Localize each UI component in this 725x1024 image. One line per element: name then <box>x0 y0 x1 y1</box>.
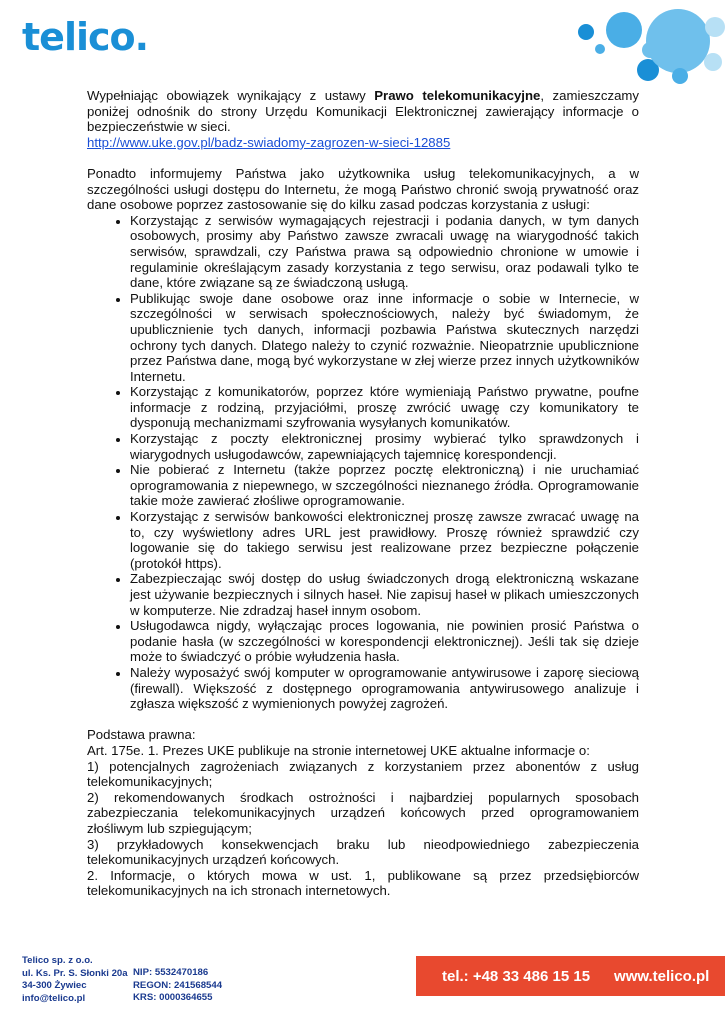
list-item: • Korzystając z komunikatorów, poprzez które wymieniają Państwo prywatne, poufne informacje z rodziną, przyjaciółmi, proszę zwrócić uwagę czy komunikatory te dysponują mechanizmami szyfrowania wysyłanych komunikatów. <box>130 384 639 431</box>
bubble <box>704 53 722 71</box>
decorative-bubbles <box>565 0 725 95</box>
bubble <box>578 24 594 40</box>
bubble <box>646 9 710 73</box>
legal-point: 3) przykładowych konsekwencjach braku lub nieodpowiedniego zabezpieczenia telekomunikacyjnych urządzeń końcowych. <box>87 836 639 868</box>
email: info@telico.pl <box>22 992 86 1004</box>
legal-point: 1) potencjalnych zagrożeniach związanych z korzystaniem przez abonentów z usług telekomunikacyjnych; <box>87 758 639 790</box>
phone-number: tel.: +48 33 486 15 15 <box>442 967 591 985</box>
uke-link[interactable]: http://www.uke.gov.pl/badz-swiadomy-zagrozen-w-sieci-12885 <box>87 134 451 150</box>
list-item: • Należy wyposażyć swój komputer w oprogramowanie antywirusowe i zaporę sieciową (firewall). Większość z dostępnego oprogramowania antywirusowego analizuje i zgłasza większość z wymienionych powyżej zagrożeń. <box>130 665 639 712</box>
company-name: Telico sp. z o.o. <box>22 955 93 966</box>
krs: KRS: 0000364655 <box>133 992 213 1003</box>
street: ul. Ks. Pr. S. Słonki 20a <box>22 967 128 979</box>
bubble <box>672 68 688 84</box>
nip: NIP: 5532470186 <box>133 967 209 978</box>
city: 34-300 Żywiec <box>22 980 87 991</box>
regon: REGON: 241568544 <box>133 979 223 991</box>
list-item: • Usługodawca nigdy, wyłączając proces logowania, nie powinien prosić Państwa o podanie hasła (w szczególności w korespondencji elektronicznej). Jeśli tak się dzieje może to świadczyć o próbie wyłudzenia hasła. <box>130 618 639 665</box>
intro-paragraph: Wypełniając obowiązek wynikający z ustawy Prawo telekomunikacyjne, zamieszczamy poniżej odnośnik do strony Urzędu Komunikacji Elektronicznej zawierający informacje o bezpieczeństwie w sieci. <box>87 88 640 135</box>
list-item: • Korzystając z serwisów wymagających rejestracji i podania danych, w tym danych osobowych, prosimy aby Państwo zawsze zwracali uwagę na wiarygodność takich serwisów, sprawdzali, czy Państwa prawa są odpowiednio chronione w umowie i regulaminie określającym zasady korzystania z tego serwisu, oraz podawali tylko te dane, które związane są ze świadczoną usługą. <box>130 213 639 291</box>
legal-heading: Podstawa prawna: <box>87 727 196 743</box>
bubble <box>595 44 605 54</box>
legal-point: 2) rekomendowanych środkach ostrożności i najbardziej popularnych sposobach zabezpieczania telekomunikacyjnych urządzeń końcowych przed oprogramowaniem złośliwym lub szpiegującym; <box>87 789 639 836</box>
list-item: • Publikując swoje dane osobowe oraz inne informacje o sobie w Internecie, w szczególności w serwisach społecznościowych, należy być świadomym, że upublicznienie tych danych, informacji pozbawia Państwa skutecznych narzędzi ochrony tych danych. Dlatego należy to czynić rozważnie. Nieopatrznie upublicznione przez Państwa dane, mogą być wykorzystane w złej wierze przez innych użytkowników Internetu. <box>130 291 639 385</box>
website-link[interactable]: www.telico.pl <box>614 967 710 985</box>
telico-logo: telico. <box>22 15 149 59</box>
document-body <box>87 88 639 899</box>
legal-article: Art. 175e. 1. Prezes UKE publikuje na stronie internetowej UKE aktualne informacje o: <box>87 742 590 758</box>
footer-registry <box>133 967 222 1005</box>
bubble <box>606 12 642 48</box>
privacy-rules-list <box>87 213 639 712</box>
footer-contact-bar <box>416 956 725 996</box>
bubble <box>705 17 725 37</box>
list-item: • Korzystając z serwisów bankowości elektronicznej proszę zawsze zwracać uwagę na to, czy wyświetlony adres URL jest prawidłowy. Proszę również sprawdzić czy logowanie się do takiego serwisu jest realizowane przez bezpieczne połączenie (protokół https). <box>130 509 639 571</box>
footer-address <box>22 955 128 1005</box>
list-item: • Korzystając z poczty elektronicznej prosimy wybierać tylko sprawdzonych i wiarygodnych usługodawców, zapewniających tajemnicę korespondencji. <box>130 431 639 462</box>
legal-point: 2. Informacje, o których mowa w ust. 1, publikowane są przez przedsiębiorców telekomunikacyjnych na ich stronach internetowych. <box>87 867 639 899</box>
privacy-intro-paragraph: Ponadto informujemy Państwa jako użytkownika usług telekomunikacyjnych, a w szczególności usługi dostępu do Internetu, że mogą Państwo chronić swoją prywatność oraz dane osobowe poprzez zastosowanie się do kilku zasad podczas korzystania z usługi: <box>87 165 639 213</box>
list-item: • Zabezpieczając swój dostęp do usług świadczonych drogą elektroniczną wskazane jest używanie bezpiecznych i silnych haseł. Nie zapisuj haseł w plikach umieszczonych w komputerze. Nie zdradzaj haseł innym osobom. <box>130 571 639 618</box>
list-item: • Nie pobierać z Internetu (także poprzez pocztę elektroniczną) i nie uruchamiać oprogramowania z niepewnego, w szczególności nieznanego źródła. Oprogramowanie takie może zawierać złośliwe oprogramowanie. <box>130 462 639 509</box>
